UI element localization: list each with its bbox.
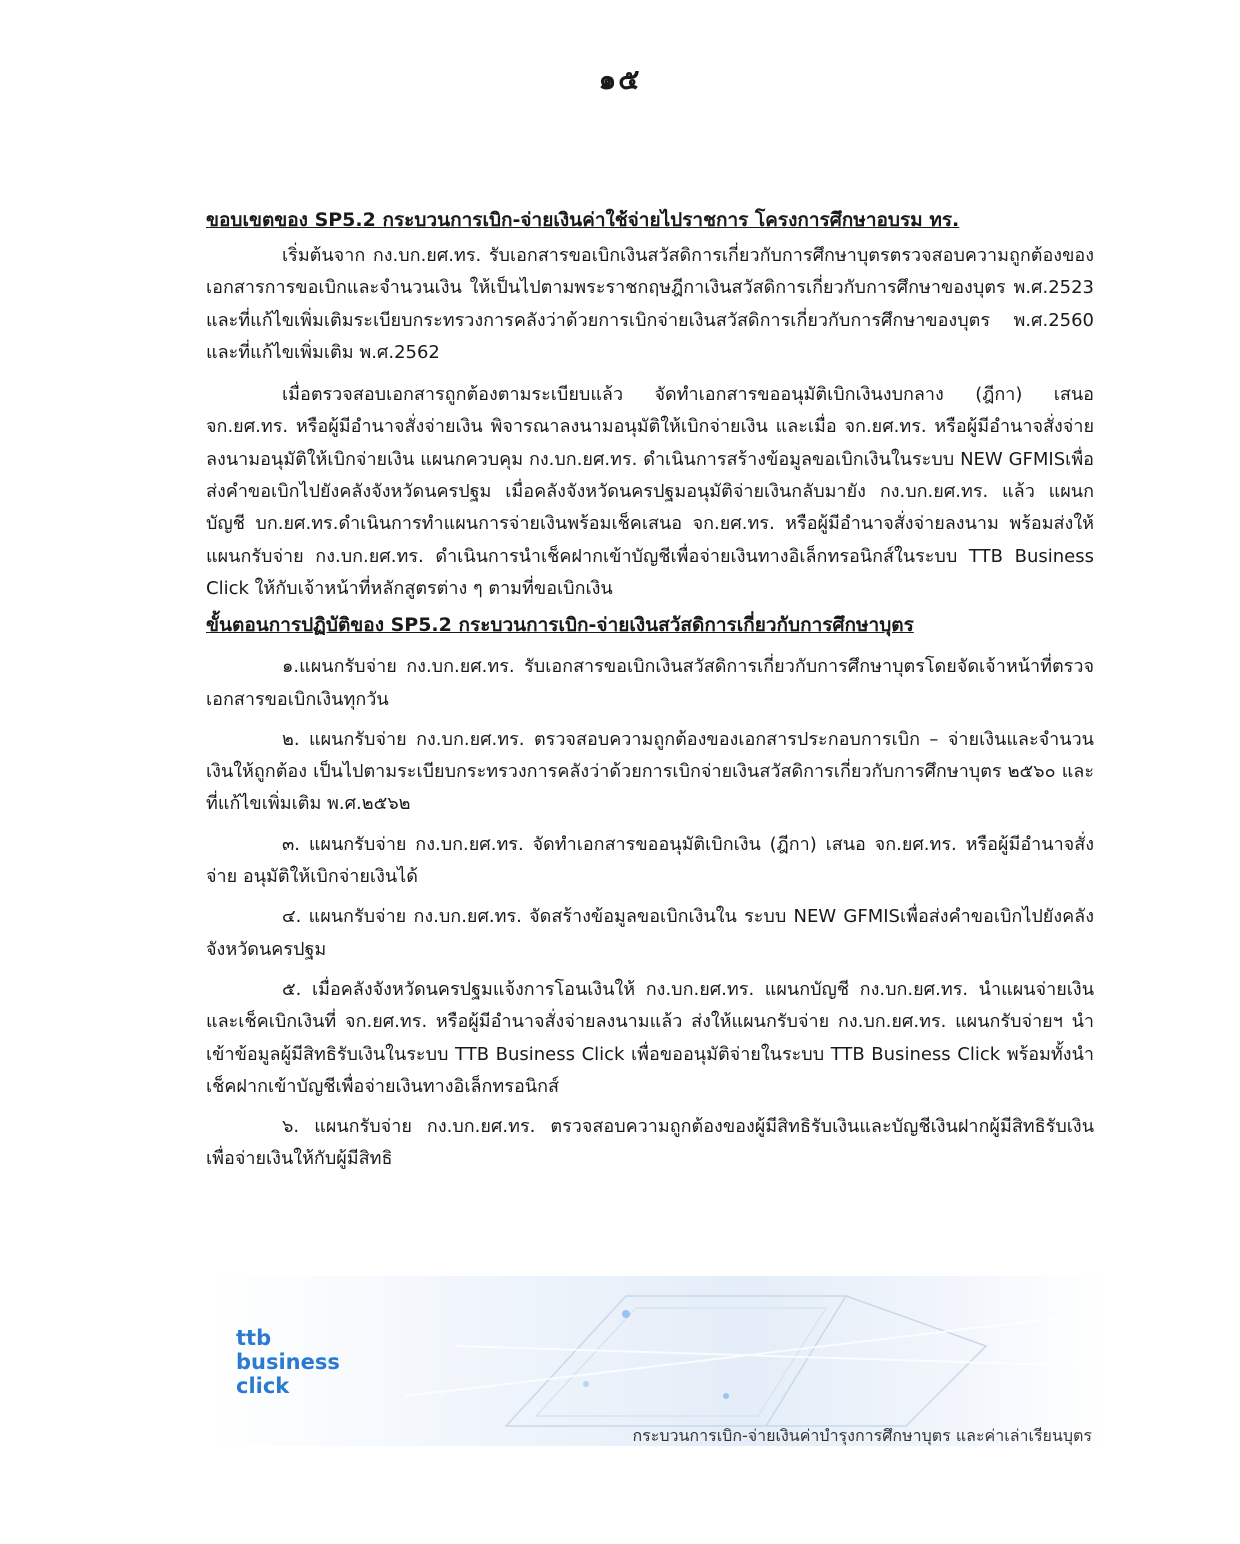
step-item: ๔. แผนกรับจ่าย กง.บก.ยศ.ทร. จัดสร้างข้อมูลขอเบิกเงินใน ระบบ NEW GFMISเพื่อส่งคำขอเบิกไปยังคลังจังหวัดนครปฐม: [206, 906, 1094, 960]
footer-banner-image: [206, 1276, 1106, 1446]
step-item: ๕. เมื่อคลังจังหวัดนครปฐมแจ้งการโอนเงินให้ กง.บก.ยศ.ทร. แผนกบัญชี กง.บก.ยศ.ทร. นำแผนจ่ายเงินและเช็คเบิกเงินที่ จก.ยศ.ทร. หรือผู้มีอำนาจสั่งจ่ายลงนามแล้ว ส่งให้แผนกรับจ่าย กง.บก.ยศ.ทร. แผนกรับจ่ายฯ นำเข้าข้อมูลผู้มีสิทธิรับเงินในระบบ TTB Business Click เพื่อขออนุมัติจ่ายในระบบ TTB Business Click พร้อมทั้งนำเช็คฝากเข้าบัญชีเพื่อจ่ายเงินทางอิเล็กทรอนิกส์: [206, 978, 1094, 1097]
document-body: [206, 204, 1094, 1176]
step-item: ๓. แผนกรับจ่าย กง.บก.ยศ.ทร. จัดทำเอกสารขออนุมัติเบิกเงิน (ฎีกา) เสนอ จก.ยศ.ทร. หรือผู้มีอำนาจสั่งจ่าย อนุมัติให้เบิกจ่ายเงินได้: [206, 833, 1094, 888]
step-item: ๑.แผนกรับจ่าย กง.บก.ยศ.ทร. รับเอกสารขอเบิกเงินสวัสดิการเกี่ยวกับการศึกษาบุตรโดยจัดเจ้าหน้าที่ตรวจเอกสารขอเบิกเงินทุกวัน: [206, 656, 1094, 710]
step-item: ๖. แผนกรับจ่าย กง.บก.ยศ.ทร. ตรวจสอบความถูกต้องของผู้มีสิทธิรับเงินและบัญชีเงินฝากผู้มีสิทธิรับเงินเพื่อจ่ายเงินให้กับผู้มีสิทธิ: [206, 1116, 1094, 1170]
laptop-illustration-icon: [206, 1276, 1106, 1446]
footer-caption: กระบวนการเบิก-จ่ายเงินค่าบำรุงการศึกษาบุตร และค่าเล่าเรียนบุตร: [632, 1426, 1092, 1445]
paragraph-scope-intro: เริ่มต้นจาก กง.บก.ยศ.ทร. รับเอกสารขอเบิกเงินสวัสดิการเกี่ยวกับการศึกษาบุตรตรวจสอบความถูกต้องของเอกสารการขอเบิกและจำนวนเงิน ให้เป็นไปตามพระราชกฤษฎีกาเงินสวัสดิการเกี่ยวกับการศึกษาของบุตร พ.ศ.2523 และที่แก้ไขเพิ่มเติมระเบียบกระทรวงการคลังว่าด้วยการเบิกจ่ายเงินสวัสดิการเกี่ยวกับการศึกษาของบุตร พ.ศ.2560 และที่แก้ไขเพิ่มเติม พ.ศ.2562: [206, 245, 1094, 363]
logo-line: ttb: [236, 1326, 272, 1350]
section-heading-scope: ขอบเขตของ SP5.2 กระบวนการเบิก-จ่ายเงินค่าใช้จ่ายไปราชการ โครงการศึกษาอบรม ทร.: [206, 209, 960, 231]
page-number: ๑๕: [598, 63, 642, 96]
paragraph-scope-process: เมื่อตรวจสอบเอกสารถูกต้องตามระเบียบแล้ว จัดทำเอกสารขออนุมัติเบิกเงินงบกลาง (ฎีกา) เสนอ จก.ยศ.ทร. หรือผู้มีอำนาจสั่งจ่ายเงิน พิจารณาลงนามอนุมัติให้เบิกจ่ายเงิน และเมื่อ จก.ยศ.ทร. หรือผู้มีอำนาจสั่งจ่ายลงนามอนุมัติให้เบิกจ่ายเงิน แผนกควบคุม กง.บก.ยศ.ทร. ดำเนินการสร้างข้อมูลขอเบิกเงินในระบบ NEW GFMISเพื่อส่งคำขอเบิกไปยังคลังจังหวัดนครปฐม เมื่อคลังจังหวัดนครปฐมอนุมัติจ่ายเงินกลับมายัง กง.บก.ยศ.ทร. แล้ว แผนกบัญชี บก.ยศ.ทร.ดำเนินการทำแผนการจ่ายเงินพร้อมเช็คเสนอ จก.ยศ.ทร. หรือผู้มีอำนาจสั่งจ่ายลงนาม พร้อมส่งให้แผนกรับจ่าย กง.บก.ยศ.ทร. ดำเนินการนำเช็คฝากเข้าบัญชีเพื่อจ่ายเงินทางอิเล็กทรอนิกส์ในระบบ TTB Business Click ให้กับเจ้าหน้าที่หลักสูตรต่าง ๆ ตามที่ขอเบิกเงิน: [206, 384, 1094, 599]
step-item: ๒. แผนกรับจ่าย กง.บก.ยศ.ทร. ตรวจสอบความถูกต้องของเอกสารประกอบการเบิก – จ่ายเงินและจำนวนเงินให้ถูกต้อง เป็นไปตามระเบียบกระทรวงการคลังว่าด้วยการเบิกจ่ายเงินสวัสดิการเกี่ยวกับการศึกษาบุตร ๒๕๖๐ และที่แก้ไขเพิ่มเติม พ.ศ.๒๕๖๒: [206, 728, 1094, 815]
logo-line: business: [236, 1350, 340, 1374]
ttb-business-click-logo: [236, 1326, 340, 1398]
section-heading-steps: ขั้นตอนการปฏิบัติของ SP5.2 กระบวนการเบิก-จ่ายเงินสวัสดิการเกี่ยวกับการศึกษาบุตร: [206, 614, 914, 637]
logo-line: click: [236, 1374, 290, 1398]
